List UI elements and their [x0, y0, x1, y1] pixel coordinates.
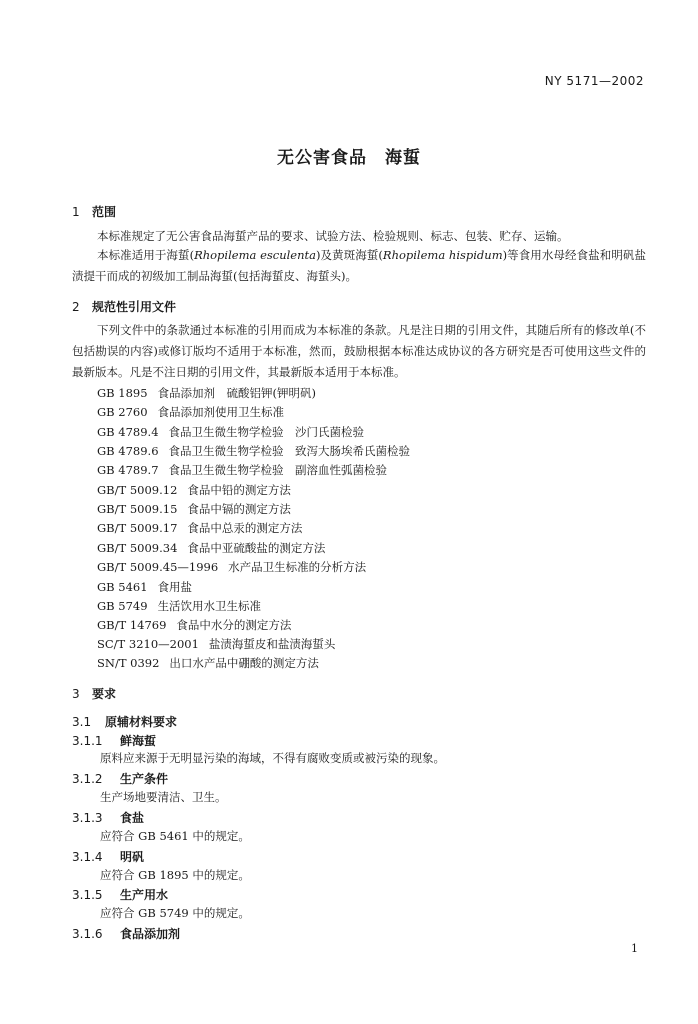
clause-number: 3.1.1 — [72, 734, 103, 748]
scope-text: 本标准适用于海蜇( — [97, 248, 195, 262]
clause-heading — [72, 809, 144, 826]
ref-name: 食品中亚硫酸盐的测定方法 — [187, 541, 326, 555]
reference-item — [97, 482, 291, 498]
ref-name: 食品卫生微生物学检验 沙门氏菌检验 — [168, 425, 365, 439]
ref-name: 食品中水分的测定方法 — [176, 618, 292, 632]
section-title: 要求 — [92, 687, 117, 701]
ref-name: 食品卫生微生物学检验 副溶血性弧菌检验 — [168, 463, 388, 477]
section-title: 规范性引用文件 — [92, 300, 177, 314]
ref-code: GB/T 5009.17 — [97, 521, 178, 535]
ref-name: 盐渍海蜇皮和盐渍海蜇头 — [208, 637, 336, 651]
reference-item — [97, 655, 319, 671]
ref-code: GB/T 5009.34 — [97, 541, 178, 555]
clause-text: 生产场地要清洁、卫生。 — [100, 790, 227, 804]
clause-number: 3.1.6 — [72, 927, 103, 941]
clause-text: 应符合 GB 5461 中的规定。 — [100, 829, 250, 843]
clause-title: 生产条件 — [120, 772, 169, 786]
subsection-title: 原辅材料要求 — [105, 715, 178, 729]
ref-code: GB 5461 — [97, 580, 148, 594]
ref-name: 食品卫生微生物学检验 致泻大肠埃希氏菌检验 — [168, 444, 411, 458]
section-number: 2 — [72, 300, 80, 314]
subsection-number: 3.1 — [72, 715, 92, 729]
reference-item — [97, 501, 291, 517]
standard-code: NY 5171—2002 — [544, 74, 644, 88]
clause-heading — [72, 770, 168, 787]
reference-item — [97, 598, 261, 614]
clause-text: 应符合 GB 1895 中的规定。 — [100, 868, 250, 882]
reference-item — [97, 462, 387, 478]
page-number: 1 — [631, 942, 638, 955]
clause-number: 3.1.2 — [72, 772, 103, 786]
clause-title: 食盐 — [120, 811, 145, 825]
scope-text: )等食用水母经食盐和明矾盐渍提干而成的初级加工制品海蜇(包括海蜇皮、海蜇头)。 — [72, 248, 646, 283]
clause-title: 鲜海蜇 — [120, 734, 157, 748]
section-title: 范围 — [92, 205, 117, 219]
title-part-2: 海蜇 — [385, 148, 421, 168]
section-2-heading — [72, 298, 176, 315]
ref-code: GB/T 5009.15 — [97, 502, 178, 516]
reference-item — [97, 404, 284, 420]
reference-item — [97, 540, 325, 556]
clause-number: 3.1.3 — [72, 811, 103, 825]
ref-code: GB/T 5009.12 — [97, 483, 178, 497]
reference-item — [97, 617, 291, 633]
scope-text: )及黄斑海蜇( — [316, 248, 383, 262]
ref-code: GB 2760 — [97, 405, 148, 419]
ref-name: 水产品卫生标准的分析方法 — [228, 560, 367, 574]
clause-title: 食品添加剂 — [120, 927, 181, 941]
title-part-1: 无公害食品 — [277, 148, 367, 168]
clause-title: 生产用水 — [120, 888, 169, 902]
ref-code: GB/T 14769 — [97, 618, 167, 632]
reference-item — [97, 579, 192, 595]
references-intro: 下列文件中的条款通过本标准的引用而成为本标准的条款。凡是注日期的引用文件，其随后所有的修改单(不包括勘误的内容)或修订版均不适用于本标准，然而，鼓励根据本标准达成协议的各方研究是否可使用这些文件的最新版本。凡是不注日期的引用文件，其最新版本适用于本标准。 — [72, 323, 646, 379]
ref-name: 食品添加剂使用卫生标准 — [157, 405, 285, 419]
reference-item — [97, 559, 366, 575]
ref-name: 食品添加剂 硫酸铝钾(钾明矾) — [157, 386, 317, 400]
clause-heading — [72, 925, 180, 942]
reference-item — [97, 636, 335, 652]
clause-heading — [72, 848, 144, 865]
ref-code: GB 4789.7 — [97, 463, 159, 477]
ref-code: SN/T 0392 — [97, 656, 160, 670]
latin-name: Rhopilema hispidum — [382, 248, 503, 262]
reference-item — [97, 520, 302, 536]
section-number: 3 — [72, 687, 80, 701]
ref-code: GB 4789.4 — [97, 425, 159, 439]
section-3-heading — [72, 685, 116, 702]
reference-item — [97, 424, 364, 440]
scope-paragraph-2 — [72, 245, 646, 287]
clause-number: 3.1.5 — [72, 888, 103, 902]
ref-name: 食品中镉的测定方法 — [187, 502, 291, 516]
clause-heading — [72, 886, 168, 903]
ref-code: SC/T 3210—2001 — [97, 637, 199, 651]
ref-name: 食用盐 — [157, 580, 193, 594]
ref-name: 食品中铅的测定方法 — [187, 483, 291, 497]
clause-heading — [72, 732, 156, 749]
reference-item — [97, 443, 410, 459]
subsection-heading — [72, 713, 177, 730]
ref-code: GB 5749 — [97, 599, 148, 613]
document-title — [0, 143, 698, 168]
section-1-heading — [72, 203, 116, 220]
latin-name: Rhopilema esculenta — [194, 248, 316, 262]
ref-name: 食品中总汞的测定方法 — [187, 521, 303, 535]
clause-title: 明矾 — [120, 850, 145, 864]
reference-item — [97, 385, 316, 401]
ref-code: GB 1895 — [97, 386, 148, 400]
section-number: 1 — [72, 205, 80, 219]
ref-code: GB/T 5009.45—1996 — [97, 560, 219, 574]
ref-code: GB 4789.6 — [97, 444, 159, 458]
ref-name: 生活饮用水卫生标准 — [157, 599, 262, 613]
clause-text: 应符合 GB 5749 中的规定。 — [100, 906, 250, 920]
ref-name: 出口水产品中硼酸的测定方法 — [169, 656, 319, 670]
clause-text: 原料应来源于无明显污染的海域，不得有腐败变质或被污染的现象。 — [100, 751, 445, 765]
scope-paragraph-1: 本标准规定了无公害食品海蜇产品的要求、试验方法、检验规则、标志、包装、贮存、运输。 — [97, 229, 569, 243]
clause-number: 3.1.4 — [72, 850, 103, 864]
